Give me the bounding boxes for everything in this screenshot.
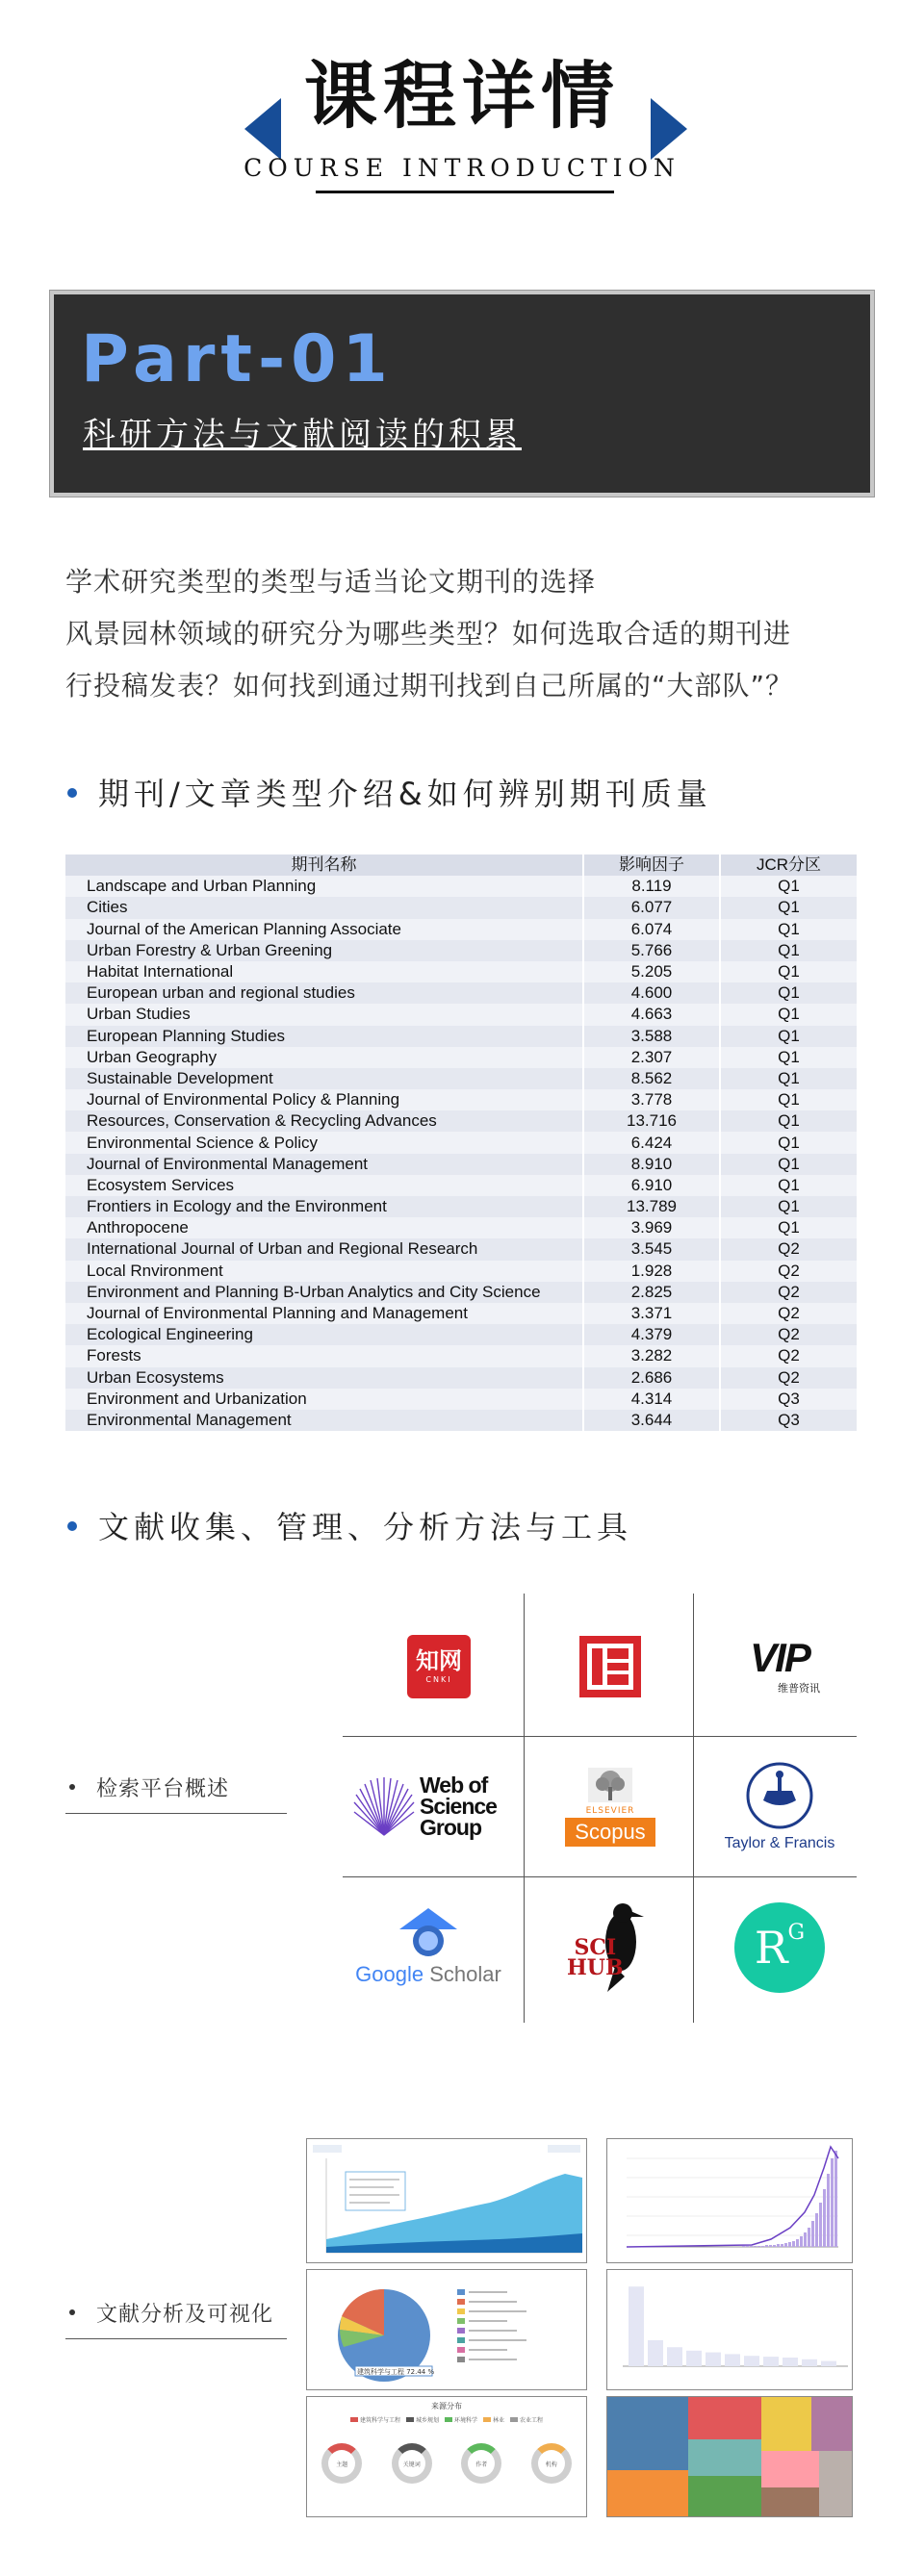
histogram-bar [831, 2158, 834, 2247]
jcr-quartile-cell: Q2 [720, 1367, 858, 1389]
jcr-quartile-cell: Q1 [720, 1175, 858, 1196]
jcr-quartile-cell: Q1 [720, 961, 858, 982]
histogram-bar [808, 2228, 810, 2247]
histogram-bar [804, 2232, 807, 2247]
pie-legend-line [469, 2339, 526, 2341]
taylor-francis-icon [746, 1762, 813, 1829]
bullet-icon [67, 788, 77, 798]
histogram-bar [823, 2189, 826, 2247]
bullet-icon [69, 1784, 75, 1790]
journal-table [65, 854, 859, 1431]
wanfang-logo[interactable] [526, 1597, 695, 1736]
ring-legend-item [445, 2415, 477, 2424]
wos-logo[interactable] [333, 1738, 516, 1876]
pie-legend-swatch [457, 2289, 465, 2295]
impact-factor-cell: 3.371 [583, 1303, 720, 1324]
jcr-quartile-cell: Q1 [720, 982, 858, 1004]
distribution-ring-panel [306, 2396, 587, 2517]
jcr-quartile-cell: Q1 [720, 1154, 858, 1175]
jcr-quartile-cell: Q2 [720, 1345, 858, 1366]
impact-factor-cell: 13.789 [583, 1196, 720, 1217]
table-row [65, 919, 858, 940]
annual-publication-chart-panel [606, 2138, 853, 2263]
right-arrow-decoration [651, 98, 687, 160]
table-row [65, 897, 858, 918]
scholar-google-text: Google [355, 1961, 424, 1986]
category-bar-chart [607, 2270, 853, 2390]
treemap [607, 2397, 853, 2517]
pie-legend-swatch [457, 2357, 465, 2362]
page-title: 课程详情 [304, 53, 620, 139]
journal-name-cell: Environment and Urbanization [65, 1389, 583, 1410]
category-bar [667, 2347, 682, 2366]
table-row [65, 1068, 858, 1089]
table-row [65, 1303, 858, 1324]
vip-main-text: VIP [750, 1635, 809, 1680]
histogram-bar [757, 2246, 760, 2247]
histogram-bar [784, 2243, 787, 2247]
journal-name-cell: Landscape and Urban Planning [65, 876, 583, 897]
category-bar [783, 2358, 798, 2366]
impact-factor-cell: 13.716 [583, 1110, 720, 1132]
google-scholar-logo[interactable] [339, 1878, 518, 2017]
journal-name-cell: Environment and Planning B-Urban Analytics and City Science [65, 1282, 583, 1303]
scopus-text: Scopus [565, 1818, 654, 1847]
table-row [65, 1345, 858, 1366]
google-scholar-icon [399, 1908, 457, 1958]
ring-legend-text: 农业工程 [520, 2417, 544, 2424]
impact-factor-cell: 3.969 [583, 1217, 720, 1238]
platform-label [69, 1773, 229, 1802]
jcr-quartile-cell: Q3 [720, 1389, 858, 1410]
platform-label-text: 检索平台概述 [96, 1777, 230, 1801]
histogram-bar [792, 2241, 795, 2247]
journal-name-cell: Urban Forestry & Urban Greening [65, 940, 583, 961]
impact-factor-cell: 6.910 [583, 1175, 720, 1196]
histogram-bar [761, 2246, 764, 2247]
journal-name-cell: European Planning Studies [65, 1026, 583, 1047]
jcr-quartile-cell: Q1 [720, 876, 858, 897]
wos-line3: Group [420, 1814, 482, 1840]
table-row [65, 1410, 858, 1431]
table-row [65, 982, 858, 1004]
category-bar [744, 2356, 759, 2366]
category-bar-chart-panel [606, 2269, 853, 2390]
elsevier-tree-icon [588, 1768, 632, 1802]
ring-legend [307, 2415, 586, 2424]
journal-name-cell: Cities [65, 897, 583, 918]
histogram-bar [811, 2221, 814, 2247]
pie-legend-swatch [457, 2318, 465, 2324]
histogram-bar [742, 2246, 745, 2247]
impact-factor-cell: 5.766 [583, 940, 720, 961]
pie-label: 建筑科学与工程 72.44 % [357, 2368, 435, 2376]
ring-legend-text: 城乡规划 [415, 2417, 439, 2424]
journal-name-cell: Habitat International [65, 961, 583, 982]
histogram-bar [773, 2245, 776, 2247]
journal-name-cell: Journal of Environmental Management [65, 1154, 583, 1175]
col-header-name: 期刊名称 [65, 854, 583, 876]
pie-legend-line [469, 2349, 507, 2351]
journal-name-cell: Local Rnvironment [65, 1261, 583, 1282]
wos-burst-icon [352, 1775, 416, 1839]
cnki-logo[interactable] [354, 1597, 524, 1736]
histogram-bar [754, 2246, 757, 2247]
intro-line-1: 学术研究类型的类型与适当论文期刊的选择 [65, 566, 597, 598]
impact-factor-cell: 5.205 [583, 961, 720, 982]
impact-factor-cell: 3.545 [583, 1238, 720, 1260]
histogram-bar [796, 2239, 799, 2247]
ring-chart: 机构 [531, 2443, 572, 2484]
journal-name-cell: International Journal of Urban and Regional Research [65, 1238, 583, 1260]
jcr-quartile-cell: Q2 [720, 1303, 858, 1324]
annual-publication-chart [607, 2139, 853, 2263]
journal-name-cell: Ecological Engineering [65, 1324, 583, 1345]
cnki-main-text: 知网 [416, 1647, 462, 1674]
pie-legend-line [469, 2359, 517, 2360]
ring-chart: 关键词 [392, 2443, 432, 2484]
table-row [65, 1004, 858, 1025]
trend-area-chart [307, 2139, 587, 2263]
pie-legend-swatch [457, 2337, 465, 2343]
jcr-quartile-cell: Q2 [720, 1324, 858, 1345]
scihub-logo[interactable] [526, 1878, 695, 2017]
grid-line [343, 1876, 857, 1877]
section-heading-text: 期刊/文章类型介绍&如何辨别期刊质量 [98, 776, 712, 812]
grid-line [524, 1594, 525, 2023]
ring-legend-item [406, 2415, 439, 2424]
table-row [65, 1132, 858, 1153]
impact-factor-cell: 3.778 [583, 1089, 720, 1110]
journal-name-cell: European urban and regional studies [65, 982, 583, 1004]
histogram-bar [834, 2151, 837, 2247]
ring-chart: 主题 [321, 2443, 362, 2484]
table-row [65, 1089, 858, 1110]
bullet-icon [67, 1521, 77, 1531]
ring-title: 来源分布 [431, 2402, 462, 2410]
wanfang-icon [579, 1636, 641, 1697]
treemap-panel [606, 2396, 853, 2517]
ring-legend-text: 建筑科学与工程 [359, 2417, 400, 2424]
ring-legend-swatch [445, 2417, 452, 2422]
histogram-bar [769, 2245, 772, 2247]
table-row [65, 876, 858, 897]
rg-sup-text: G [787, 1920, 806, 1945]
impact-factor-cell: 1.928 [583, 1261, 720, 1282]
jcr-quartile-cell: Q1 [720, 1004, 858, 1025]
category-bar [763, 2357, 779, 2366]
jcr-quartile-cell: Q2 [720, 1238, 858, 1260]
ring-legend-item [510, 2415, 543, 2424]
table-row [65, 1047, 858, 1068]
histogram-bar [750, 2246, 753, 2247]
pie-legend-line [469, 2301, 517, 2303]
page-subtitle: COURSE INTRODUCTION [244, 154, 680, 182]
bullet-icon [69, 2309, 75, 2315]
journal-name-cell: Environmental Science & Policy [65, 1132, 583, 1153]
intro-line-3: 行投稿发表？如何找到通过期刊找到自己所属的“大部队”？ [65, 670, 794, 701]
journal-name-cell: Urban Studies [65, 1004, 583, 1025]
vip-logo[interactable] [695, 1597, 864, 1736]
journal-name-cell: Frontiers in Ecology and the Environment [65, 1196, 583, 1217]
part-title: 科研方法与文献阅读的积累 [83, 416, 522, 454]
impact-factor-cell: 2.825 [583, 1282, 720, 1303]
scihub-line1: SCI [574, 1935, 617, 1960]
scholar-scholar-text: Scholar [429, 1961, 501, 1986]
impact-factor-cell: 6.074 [583, 919, 720, 940]
impact-factor-cell: 6.077 [583, 897, 720, 918]
source-pie-chart [307, 2270, 587, 2390]
scihub-line2: HUB [567, 1954, 624, 1980]
col-header-if: 影响因子 [583, 854, 720, 876]
analysis-label [69, 2298, 273, 2328]
pie-legend-swatch [457, 2347, 465, 2353]
table-row [65, 1367, 858, 1389]
histogram-bar [815, 2213, 818, 2247]
pie-legend-swatch [457, 2308, 465, 2314]
pie-legend-line [469, 2310, 526, 2312]
ring-chart: 作者 [461, 2443, 501, 2484]
source-pie-chart-panel [306, 2269, 587, 2390]
journal-name-cell: Sustainable Development [65, 1068, 583, 1089]
ring-legend-text: 环境科学 [453, 2417, 477, 2424]
jcr-quartile-cell: Q1 [720, 940, 858, 961]
jcr-quartile-cell: Q2 [720, 1282, 858, 1303]
table-row [65, 1026, 858, 1047]
histogram-bar [827, 2174, 830, 2247]
ring-legend-text: 林业 [493, 2417, 505, 2424]
impact-factor-cell: 8.562 [583, 1068, 720, 1089]
histogram-bar [819, 2203, 822, 2247]
category-bar [686, 2351, 702, 2366]
journal-name-cell: Journal of Environmental Policy & Planning [65, 1089, 583, 1110]
impact-factor-cell: 4.600 [583, 982, 720, 1004]
impact-factor-cell: 6.424 [583, 1132, 720, 1153]
histogram-bar [777, 2244, 780, 2247]
jcr-quartile-cell: Q1 [720, 1026, 858, 1047]
section-heading-text: 文献收集、管理、分析方法与工具 [98, 1509, 633, 1545]
ring-legend-swatch [350, 2417, 358, 2422]
ring-legend-item [350, 2415, 400, 2424]
impact-factor-cell: 2.307 [583, 1047, 720, 1068]
journal-name-cell: Urban Ecosystems [65, 1367, 583, 1389]
histogram-bar [746, 2246, 749, 2247]
table-row [65, 1238, 858, 1260]
jcr-quartile-cell: Q1 [720, 1196, 858, 1217]
wos-line1: Web of [420, 1773, 488, 1798]
histogram-bar [788, 2242, 791, 2247]
jcr-quartile-cell: Q2 [720, 1261, 858, 1282]
table-row [65, 1389, 858, 1410]
taylor-francis-text: Taylor & Francis [724, 1835, 835, 1851]
category-bar [821, 2361, 836, 2366]
table-row [65, 940, 858, 961]
ring-legend-swatch [483, 2417, 491, 2422]
category-bar [629, 2286, 644, 2366]
table-row [65, 1261, 858, 1282]
histogram-bar [800, 2236, 803, 2247]
section-heading-tools [67, 1509, 632, 1545]
table-row [65, 1154, 858, 1175]
table-header-row [65, 854, 858, 876]
section-heading-journals [67, 776, 712, 812]
impact-factor-cell: 3.282 [583, 1345, 720, 1366]
scopus-logo[interactable] [526, 1738, 695, 1876]
journal-name-cell: Environmental Management [65, 1410, 583, 1431]
journal-name-cell: Ecosystem Services [65, 1175, 583, 1196]
journal-name-cell: Journal of the American Planning Associate [65, 919, 583, 940]
impact-factor-cell: 4.379 [583, 1324, 720, 1345]
vip-sub-text: 维普资讯 [778, 1682, 820, 1695]
jcr-quartile-cell: Q1 [720, 1047, 858, 1068]
jcr-quartile-cell: Q1 [720, 1089, 858, 1110]
trend-area-chart-panel [306, 2138, 587, 2263]
category-bar [725, 2354, 740, 2366]
impact-factor-cell: 2.686 [583, 1367, 720, 1389]
jcr-quartile-cell: Q1 [720, 1110, 858, 1132]
impact-factor-cell: 4.663 [583, 1004, 720, 1025]
pie-legend-line [469, 2330, 517, 2332]
impact-factor-cell: 8.910 [583, 1154, 720, 1175]
journal-name-cell: Urban Geography [65, 1047, 583, 1068]
analysis-label-text: 文献分析及可视化 [96, 2303, 274, 2327]
jcr-quartile-cell: Q3 [720, 1410, 858, 1431]
journal-name-cell: Journal of Environmental Planning and Management [65, 1303, 583, 1324]
part-number: Part-01 [81, 321, 394, 397]
journal-name-cell: Forests [65, 1345, 583, 1366]
analysis-label-underline [65, 2338, 287, 2339]
pie-legend-line [469, 2320, 507, 2322]
taylor-francis-logo[interactable] [695, 1738, 864, 1876]
histogram-bar [781, 2244, 783, 2247]
jcr-quartile-cell: Q1 [720, 919, 858, 940]
ring-row [307, 2443, 586, 2484]
jcr-quartile-cell: Q1 [720, 1217, 858, 1238]
rg-main-text: R [754, 1922, 788, 1974]
pie-legend-swatch [457, 2328, 465, 2334]
impact-factor-cell: 4.314 [583, 1389, 720, 1410]
platform-label-underline [65, 1813, 287, 1814]
table-row [65, 1217, 858, 1238]
jcr-quartile-cell: Q1 [720, 897, 858, 918]
jcr-quartile-cell: Q1 [720, 1068, 858, 1089]
table-row [65, 1324, 858, 1345]
elsevier-text: ELSEVIER [585, 1806, 635, 1816]
journal-name-cell: Anthropocene [65, 1217, 583, 1238]
impact-factor-cell: 3.588 [583, 1026, 720, 1047]
table-row [65, 961, 858, 982]
category-bar [648, 2340, 663, 2366]
jcr-quartile-cell: Q1 [720, 1132, 858, 1153]
table-row [65, 1110, 858, 1132]
pie-legend-line [469, 2291, 507, 2293]
category-bar [706, 2353, 721, 2366]
cnki-sub-text: CNKI [425, 1675, 452, 1684]
wos-line2: Science [420, 1794, 497, 1820]
table-row [65, 1175, 858, 1196]
grid-line [343, 1736, 857, 1737]
table-row [65, 1196, 858, 1217]
ring-legend-item [483, 2415, 504, 2424]
ring-legend-swatch [510, 2417, 518, 2422]
col-header-jcr: JCR分区 [720, 854, 858, 876]
ring-legend-swatch [406, 2417, 414, 2422]
intro-line-2: 风景园林领域的研究分为哪些类型？如何选取合适的期刊进 [65, 618, 792, 650]
journal-name-cell: Resources, Conservation & Recycling Advances [65, 1110, 583, 1132]
impact-factor-cell: 3.644 [583, 1410, 720, 1431]
table-row [65, 1282, 858, 1303]
impact-factor-cell: 8.119 [583, 876, 720, 897]
pie-legend-swatch [457, 2299, 465, 2305]
histogram-bar [765, 2245, 768, 2247]
category-bar [802, 2359, 817, 2366]
subtitle-underline [316, 191, 614, 193]
researchgate-logo[interactable] [695, 1878, 864, 2017]
